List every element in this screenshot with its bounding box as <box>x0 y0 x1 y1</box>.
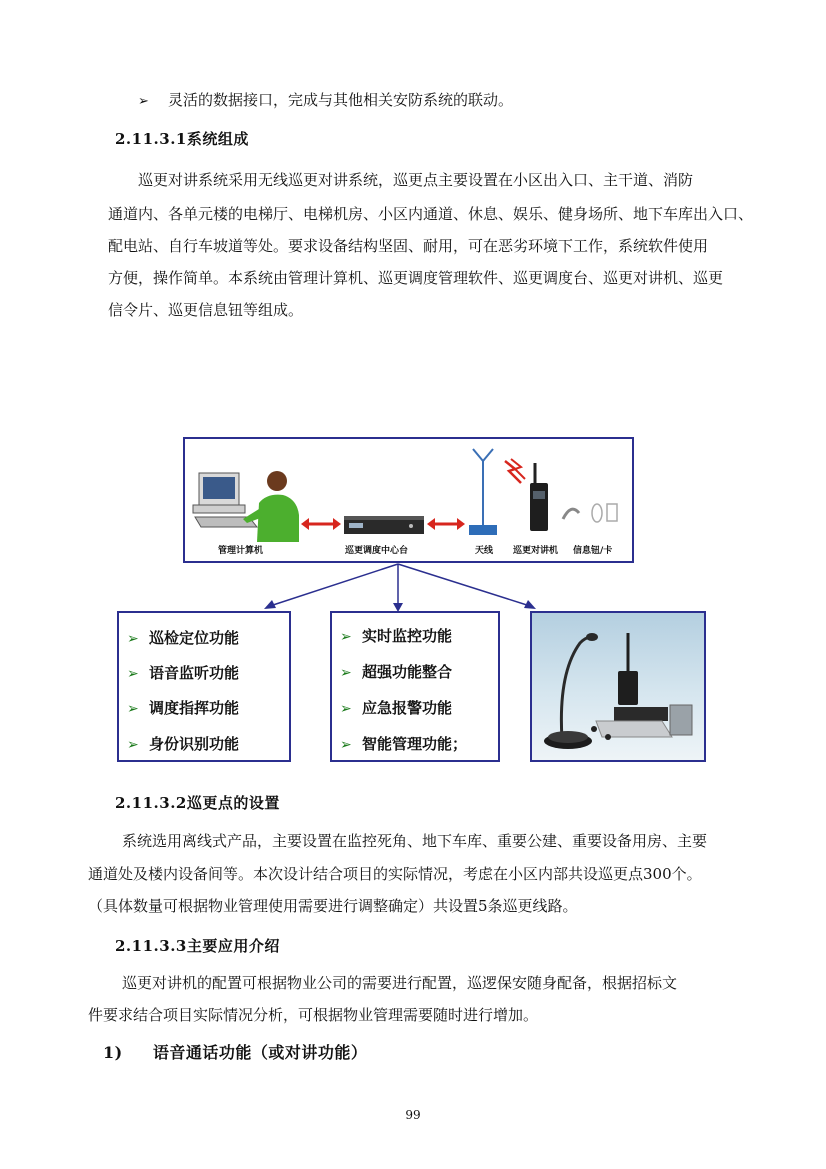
section-3-line-1: 巡更对讲机的配置可根据物业公司的需要进行配置，巡逻保安随身配备，根据招标文 <box>122 974 678 992</box>
section-1-line-2: 通道内、各单元楼的电梯厅、电梯机房、小区内通道、休息、娱乐、健身场所、地下车库出入口、 <box>108 205 754 223</box>
equipment-photo <box>530 611 706 762</box>
subheading-number: 1) <box>103 1043 123 1062</box>
section-2-line-3: （具体数量可根据物业管理使用需要进行调整确定）共设置5条巡更线路。 <box>88 897 578 915</box>
label-antenna: 天线 <box>475 546 494 556</box>
antenna-icon <box>465 447 501 539</box>
feature-label: 身份识别功能 <box>149 735 240 753</box>
chevron-right-icon: ➢ <box>127 701 139 717</box>
feature-item <box>127 662 239 683</box>
label-dispatch-center: 巡更调度中心台 <box>345 546 409 556</box>
double-arrow-icon <box>301 517 341 531</box>
section-heading-system-composition: 2.11.3.1系统组成 <box>115 130 249 148</box>
feature-item <box>127 733 239 754</box>
chevron-right-icon: ➢ <box>127 631 139 647</box>
page-number: 99 <box>405 1108 421 1122</box>
chevron-right-icon: ➢ <box>340 665 352 681</box>
feature-label: 智能管理功能； <box>362 735 468 753</box>
section-1-line-4: 方便，操作简单。本系统由管理计算机、巡更调度管理软件、巡更调度台、巡更对讲机、巡更 <box>108 269 724 287</box>
chevron-right-icon: ➢ <box>127 737 139 753</box>
feature-item <box>127 627 239 648</box>
label-management-computer: 管理计算机 <box>218 546 264 556</box>
chevron-right-icon: ➢ <box>340 629 352 645</box>
section-3-line-2: 件要求结合项目实际情况分析，可根据物业管理需要随时进行增加。 <box>88 1006 539 1024</box>
feature-item <box>127 697 239 718</box>
feature-item <box>340 697 452 718</box>
section-1-line-3: 配电站、自行车坡道等处。要求设备结构坚固、耐用，可在恶劣环境下工作，系统软件使用 <box>108 237 709 255</box>
handheld-radio-icon <box>527 461 551 533</box>
section-1-line-5: 信令片、巡更信息钮等组成。 <box>108 301 304 319</box>
chevron-right-icon: ➢ <box>127 666 139 682</box>
radio-wave-icon <box>501 457 527 493</box>
computer-operator-icon <box>187 467 302 542</box>
info-button-card-icon <box>557 497 627 527</box>
section-2-line-2: 通道处及楼内设备间等。本次设计结合项目的实际情况，考虑在小区内部共设巡更点300个。 <box>88 865 702 883</box>
double-arrow-icon <box>427 517 465 531</box>
subheading-text: 语音通话功能（或对讲功能） <box>152 1043 368 1062</box>
feature-label: 实时监控功能 <box>362 627 453 645</box>
label-patrol-radio: 巡更对讲机 <box>513 546 559 556</box>
diagram-connector-arrows <box>110 562 710 614</box>
section-2-line-1: 系统选用离线式产品，主要设置在监控死角、地下车库、重要公建、重要设备用房、主要 <box>122 832 708 850</box>
label-info-button-card: 信息钮/卡 <box>573 546 613 556</box>
intro-bullet <box>138 89 513 110</box>
feature-label: 应急报警功能 <box>362 699 453 717</box>
feature-label: 调度指挥功能 <box>149 699 240 717</box>
subheading-voice-call <box>103 1040 367 1063</box>
equipment-illustration <box>532 613 704 760</box>
feature-item <box>340 661 452 682</box>
section-heading-main-applications: 2.11.3.3主要应用介绍 <box>115 937 280 955</box>
feature-label: 语音监听功能 <box>149 664 240 682</box>
system-diagram-top <box>183 437 634 563</box>
section-1-line-1: 巡更对讲系统采用无线巡更对讲系统，巡更点主要设置在小区出入口、主干道、消防 <box>138 171 694 189</box>
feature-box-left <box>117 611 291 762</box>
feature-label: 巡检定位功能 <box>149 629 240 647</box>
section-heading-patrol-point-setup: 2.11.3.2巡更点的设置 <box>115 794 280 812</box>
feature-box-middle <box>330 611 500 762</box>
feature-label: 超强功能整合 <box>362 663 453 681</box>
intro-bullet-text: 灵活的数据接口，完成与其他相关安防系统的联动。 <box>168 91 514 109</box>
chevron-right-icon: ➢ <box>340 701 352 717</box>
dispatch-center-icon <box>343 511 425 539</box>
feature-item <box>340 625 452 646</box>
feature-item <box>340 733 467 754</box>
bullet-arrow-icon: ➢ <box>138 94 149 109</box>
chevron-right-icon: ➢ <box>340 737 352 753</box>
